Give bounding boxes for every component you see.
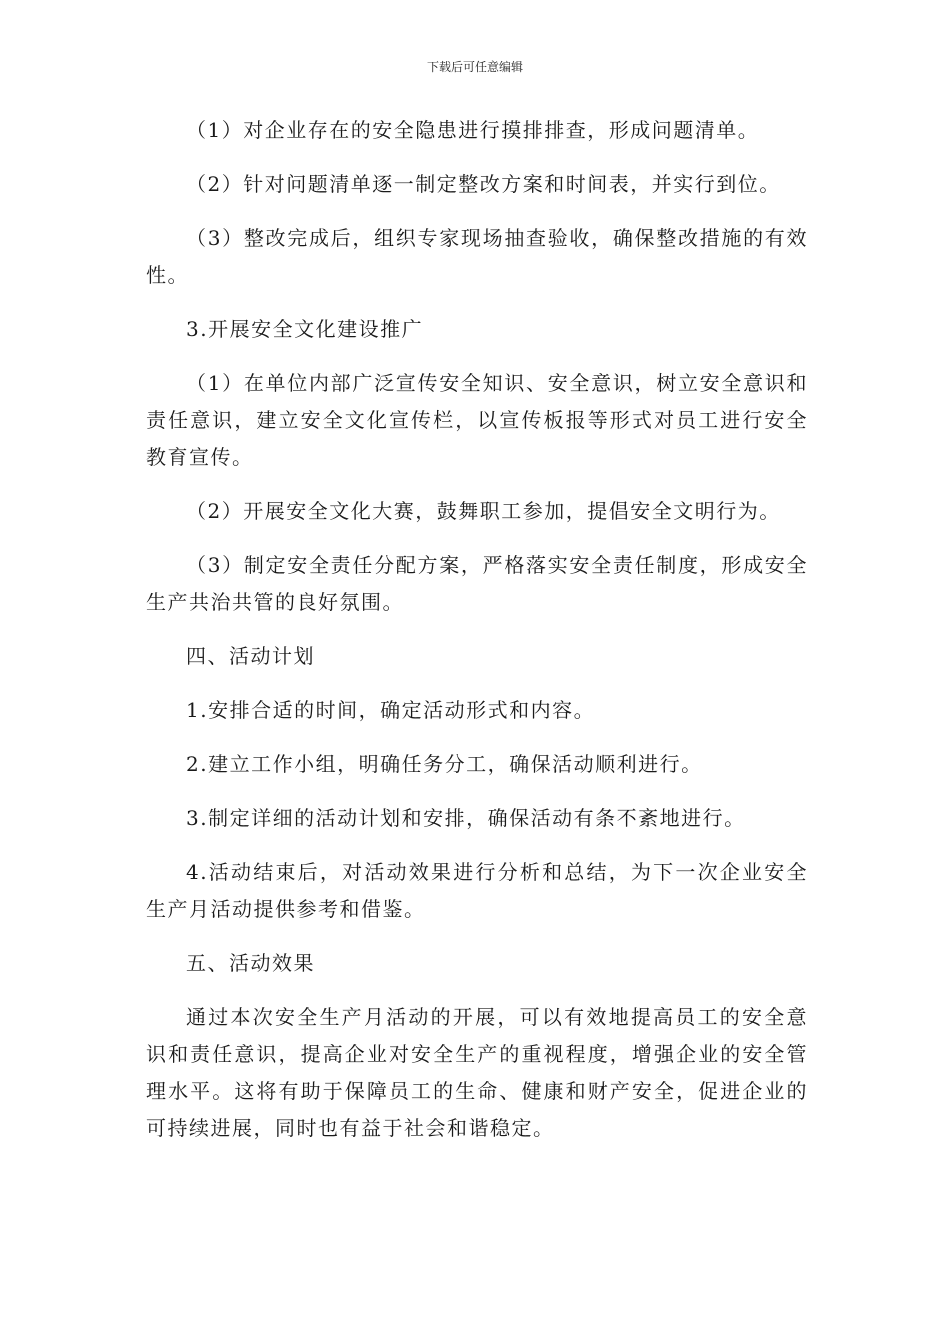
plan-item-3: 3.制定详细的活动计划和安排，确保活动有条不紊地进行。 xyxy=(186,806,746,830)
section-heading-effect: 五、活动效果 xyxy=(186,951,315,975)
document-body xyxy=(146,112,808,1164)
section-heading-culture: 3.开展安全文化建设推广 xyxy=(186,317,424,341)
plan-item-4: 4.活动结束后，对活动效果进行分析和总结，为下一次企业安全生产月活动提供参考和借鉴。 xyxy=(146,860,808,921)
paragraph-item-3: （3）制定安全责任分配方案，严格落实安全责任制度，形成安全生产共治共管的良好氛围。 xyxy=(146,553,808,614)
paragraph-item-2: （2）开展安全文化大赛，鼓舞职工参加，提倡安全文明行为。 xyxy=(186,499,781,523)
paragraph-item-1: （1）对企业存在的安全隐患进行摸排排查，形成问题清单。 xyxy=(186,118,760,142)
section-heading-plan: 四、活动计划 xyxy=(186,644,315,668)
paragraph-item-1: （1）在单位内部广泛宣传安全知识、安全意识，树立安全意识和责任意识，建立安全文化宣传栏，以宣传板报等形式对员工进行安全教育宣传。 xyxy=(146,371,808,469)
paragraph-item-2: （2）针对问题清单逐一制定整改方案和时间表，并实行到位。 xyxy=(186,172,781,196)
page-header: 下载后可任意编辑 xyxy=(426,60,523,74)
effect-paragraph: 通过本次安全生产月活动的开展，可以有效地提高员工的安全意识和责任意识，提高企业对安全生产的重视程度，增强企业的安全管理水平。这将有助于保障员工的生命、健康和财产安全，促进企业的可持续进展，同时也有益于社会和谐稳定。 xyxy=(146,1005,808,1140)
plan-item-1: 1.安排合适的时间，确定活动形式和内容。 xyxy=(186,698,596,722)
plan-item-2: 2.建立工作小组，明确任务分工，确保活动顺利进行。 xyxy=(186,752,703,776)
paragraph-item-3: （3）整改完成后，组织专家现场抽查验收，确保整改措施的有效性。 xyxy=(146,226,808,287)
